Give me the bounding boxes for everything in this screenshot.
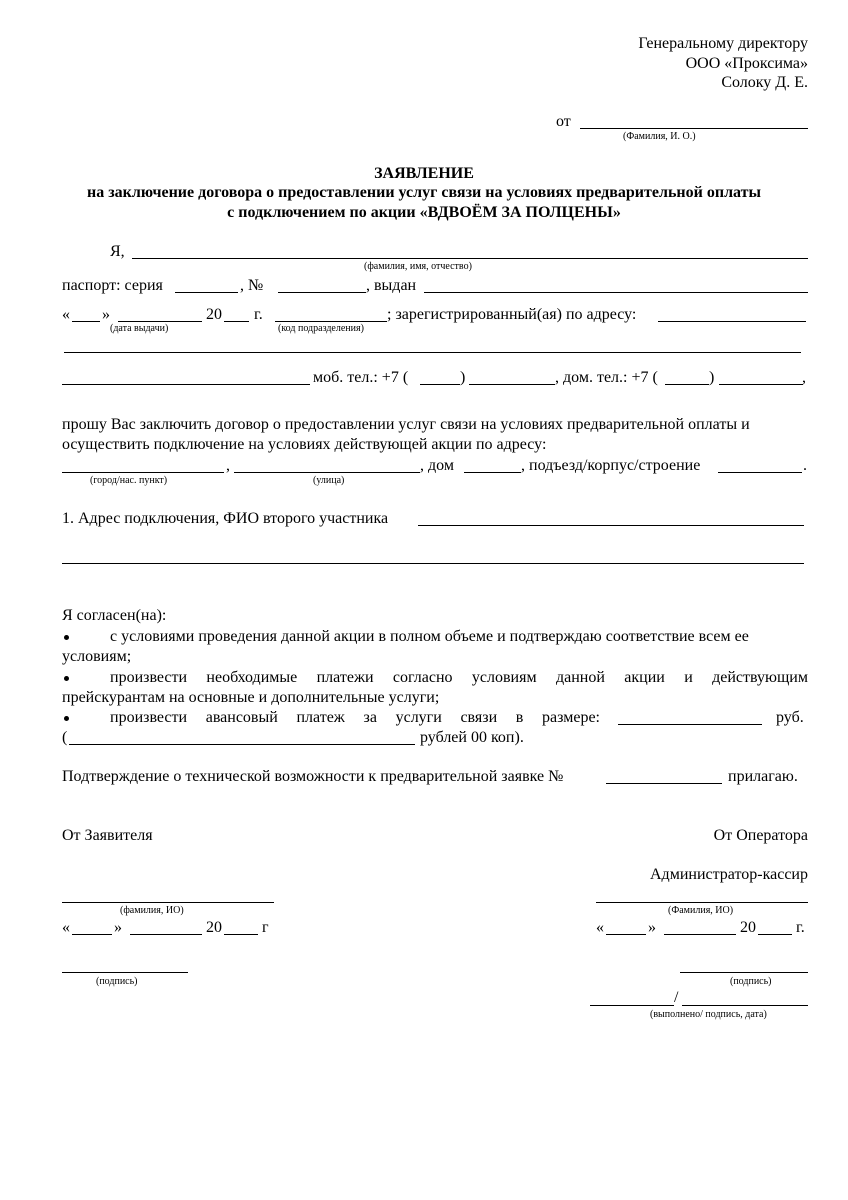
issue-year-field[interactable] <box>224 321 249 322</box>
passport-series-field[interactable] <box>175 292 238 293</box>
right-day-field[interactable] <box>606 934 646 935</box>
bullet-icon <box>64 635 69 640</box>
agreement-item-1-line-2: условиям; <box>62 648 132 665</box>
code-caption: (код подразделения) <box>278 323 364 334</box>
done-field[interactable] <box>590 1005 674 1006</box>
division-code-field[interactable] <box>275 321 387 322</box>
right-month-field[interactable] <box>664 934 736 935</box>
entrance-period: . <box>803 457 807 474</box>
from-label: от <box>556 113 571 130</box>
registered-address-field[interactable] <box>658 321 806 322</box>
applicant-fio-field[interactable] <box>132 258 808 259</box>
street-field[interactable] <box>234 472 420 473</box>
agreement-item-2-line-2: прейскурантам на основные и дополнительные услуги; <box>62 689 440 706</box>
done-caption: (выполнено/ подпись, дата) <box>650 1009 767 1020</box>
document-subtitle-1: на заключение договора о предоставлении услуг связи на условиях предварительной оплаты <box>87 184 761 201</box>
second-participant-label: 1. Адрес подключения, ФИО второго участника <box>62 510 389 527</box>
confirmation-text: Подтверждение о технической возможности к предварительной заявке № <box>62 768 564 785</box>
from-caption: (Фамилия, И. О.) <box>623 131 696 142</box>
city-comma: , <box>226 457 230 474</box>
right-open-quote: « <box>596 919 604 936</box>
agreement-item-1-line-1: с условиями проведения данной акции в полном объеме и подтверждаю соответствие всем ее <box>110 628 749 645</box>
operator-signature-field[interactable] <box>680 972 808 973</box>
operator-sign-caption: (подпись) <box>730 976 772 987</box>
bullet-icon <box>64 716 69 721</box>
rub-label: руб. <box>776 709 804 726</box>
request-line-2: осуществить подключение на условиях действующей акции по адресу: <box>62 436 547 453</box>
right-year-field[interactable] <box>758 934 792 935</box>
house-label: , дом <box>420 457 454 474</box>
mob-number-field[interactable] <box>469 384 555 385</box>
fio-caption: (фамилия, имя, отчество) <box>364 261 472 272</box>
issue-month-field[interactable] <box>118 321 202 322</box>
addressee-line-2: ООО «Проксима» <box>685 55 808 72</box>
city-field[interactable] <box>62 472 224 473</box>
left-day-field[interactable] <box>72 934 112 935</box>
left-close-quote: » <box>114 919 122 936</box>
mob-tel-label: моб. тел.: +7 ( <box>313 369 409 386</box>
document-title: ЗАЯВЛЕНИЕ <box>374 165 474 182</box>
operator-fio-caption: (Фамилия, ИО) <box>668 905 734 916</box>
agreement-heading: Я согласен(на): <box>62 607 167 624</box>
applicant-sign-caption: (подпись) <box>96 976 138 987</box>
agreement-item-3-line-2: рублей 00 коп). <box>420 729 524 746</box>
issue-day-field[interactable] <box>72 321 100 322</box>
from-name-field[interactable] <box>580 128 808 129</box>
home-tel-label: , дом. тел.: +7 ( <box>555 369 658 386</box>
passport-issued-label: , выдан <box>366 277 417 294</box>
home-number-field[interactable] <box>719 384 803 385</box>
i-label: Я, <box>110 243 125 260</box>
house-field[interactable] <box>464 472 521 473</box>
application-number-field[interactable] <box>606 783 722 784</box>
home-code-field[interactable] <box>665 384 709 385</box>
right-year-prefix: 20 <box>740 919 756 936</box>
addressee-line-3: Солоку Д. Е. <box>721 74 808 91</box>
date-caption: (дата выдачи) <box>110 323 169 334</box>
right-close-quote: » <box>648 919 656 936</box>
issue-year-prefix: 20 <box>206 306 222 323</box>
applicant-fio-sign-field[interactable] <box>62 902 274 903</box>
passport-number-field[interactable] <box>278 292 366 293</box>
applicant-signature-heading: От Заявителя <box>62 827 153 844</box>
applicant-fio-caption: (фамилия, ИО) <box>120 905 184 916</box>
right-year-suffix: г. <box>796 919 805 936</box>
left-year-suffix: г <box>262 919 269 936</box>
mob-code-field[interactable] <box>420 384 460 385</box>
second-participant-field[interactable] <box>418 525 804 526</box>
request-line-1: прошу Вас заключить договор о предоставлении услуг связи на условиях предварительной оплаты и <box>62 416 750 433</box>
left-month-field[interactable] <box>130 934 202 935</box>
operator-role: Администратор-кассир <box>650 866 808 883</box>
agreement-item-3-line-1: произвести авансовый платеж за услуги связи в размере: <box>110 709 600 726</box>
done-signature-date-field[interactable] <box>682 1005 808 1006</box>
bullet-icon <box>64 676 69 681</box>
applicant-signature-field[interactable] <box>62 972 188 973</box>
home-paren-close: ) <box>709 369 715 386</box>
city-caption: (город/нас. пункт) <box>90 475 168 486</box>
mob-paren-close: ) <box>460 369 466 386</box>
document-subtitle-2: с подключением по акции «ВДВОЁМ ЗА ПОЛЦЕНЫ» <box>227 204 621 221</box>
close-quote: » <box>102 306 110 323</box>
confirmation-end: прилагаю. <box>728 768 798 785</box>
second-participant-field-2[interactable] <box>62 563 804 564</box>
open-quote: « <box>62 306 70 323</box>
home-tel-comma: , <box>802 369 806 386</box>
done-slash: / <box>674 989 679 1006</box>
registered-label: ; зарегистрированный(ая) по адресу: <box>387 306 637 323</box>
addressee-line-1: Генеральному директору <box>638 35 808 52</box>
passport-number-label: , № <box>240 277 264 294</box>
advance-amount-field[interactable] <box>618 724 762 725</box>
agreement-item-2-line-1: произвести необходимые платежи согласно условиям данной акции и действующим <box>110 669 808 686</box>
address-continuation-field[interactable] <box>64 352 801 353</box>
passport-series-label: паспорт: серия <box>62 277 163 294</box>
street-caption: (улица) <box>313 475 345 486</box>
passport-issued-field[interactable] <box>424 292 808 293</box>
operator-signature-heading: От Оператора <box>713 827 808 844</box>
issue-year-suffix: г. <box>254 306 263 323</box>
advance-amount-words-field[interactable] <box>69 744 415 745</box>
address-extra-field[interactable] <box>62 384 310 385</box>
entrance-field[interactable] <box>718 472 802 473</box>
left-year-prefix: 20 <box>206 919 222 936</box>
left-year-field[interactable] <box>224 934 258 935</box>
entrance-label: , подъезд/корпус/строение <box>521 457 701 474</box>
paren-open: ( <box>62 729 68 746</box>
left-open-quote: « <box>62 919 70 936</box>
operator-fio-field[interactable] <box>596 902 808 903</box>
